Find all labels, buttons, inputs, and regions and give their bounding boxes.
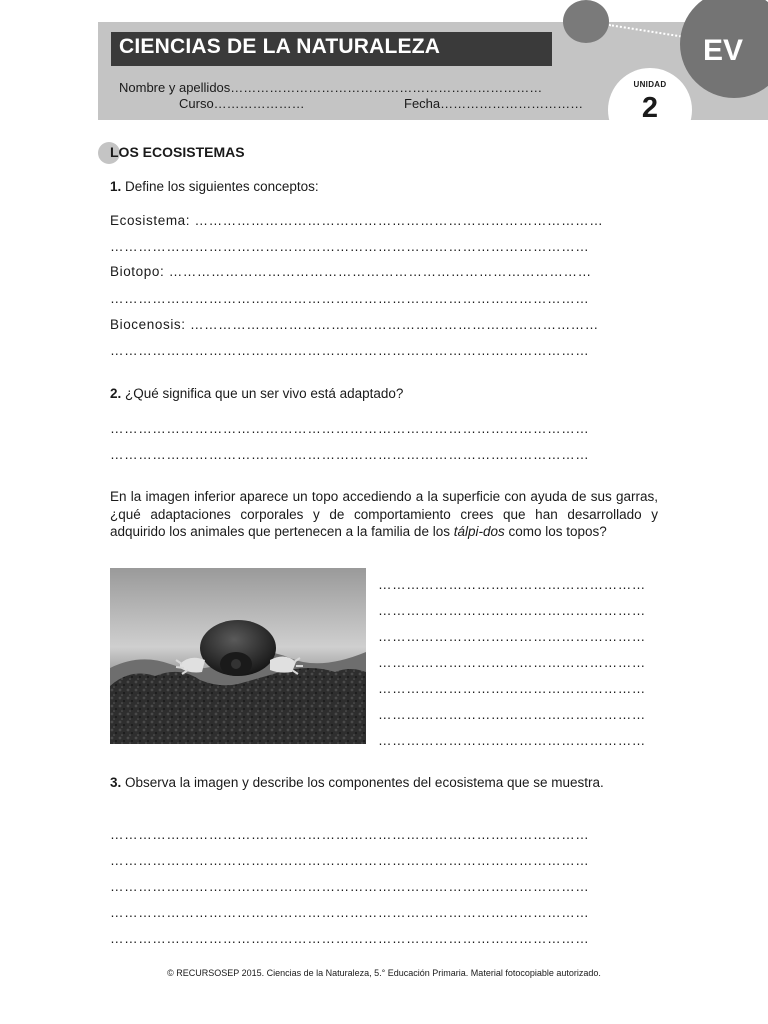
paragraph-text: En la imagen inferior aparece un topo accediendo a la superficie con ayuda de sus garras, ¿qué adaptaciones corporales y de comportamiento crees que han desarrollado y adquirido los animales que pertenecen a la familia de los <box>110 489 658 539</box>
answer-line[interactable]: ………………………………………………… <box>378 681 646 696</box>
mole-paragraph <box>110 488 658 541</box>
question-number: 2. <box>110 386 122 401</box>
ev-badge: EV <box>703 34 744 67</box>
date-field[interactable]: Fecha…………………………… <box>404 96 584 111</box>
answer-line[interactable]: ………………………………………………………………………………………… <box>110 905 590 920</box>
answer-line[interactable]: ………………………………………………………………………………………… <box>110 291 590 306</box>
paragraph-italic: tálpi-dos <box>453 524 505 539</box>
answer-line[interactable]: ………………………………………………… <box>378 603 646 618</box>
section-title: LOS ECOSISTEMAS <box>110 144 245 160</box>
decorative-circle <box>563 0 609 43</box>
answer-line[interactable]: ………………………………………………………………………………………… <box>110 447 590 462</box>
answer-line[interactable]: ………………………………………………… <box>378 577 646 592</box>
question-text: Define los siguientes conceptos: <box>121 179 319 194</box>
answer-line[interactable]: ………………………………………………………………………………………… <box>110 931 590 946</box>
unit-number: 2 <box>641 92 659 124</box>
answer-line-ecosistema[interactable]: Ecosistema: …………………………………………………………………………… <box>110 213 604 228</box>
unit-label: UNIDAD <box>633 80 667 89</box>
answer-line[interactable]: ………………………………………………………………………………………… <box>110 827 590 842</box>
mole-photo <box>110 568 366 744</box>
question-2 <box>110 385 403 403</box>
question-number: 1. <box>110 179 122 194</box>
footer-copyright: © RECURSOSEP 2015. Ciencias de la Naturaleza, 5.° Educación Primaria. Material fotocopiable autorizado. <box>167 968 601 978</box>
answer-line[interactable]: ………………………………………………………………………………………… <box>110 879 590 894</box>
answer-line[interactable]: ………………………………………………………………………………………… <box>110 853 590 868</box>
answer-line[interactable]: ………………………………………………… <box>378 629 646 644</box>
answer-line[interactable]: ………………………………………………… <box>378 707 646 722</box>
question-text: ¿Qué significa que un ser vivo está adaptado? <box>121 386 404 401</box>
question-number: 3. <box>110 775 122 790</box>
course-field[interactable]: Curso………………… <box>179 96 305 111</box>
answer-line[interactable]: ………………………………………………………………………………………… <box>110 239 590 254</box>
question-text: Observa la imagen y describe los componentes del ecosistema que se muestra. <box>121 775 604 790</box>
answer-line[interactable]: ………………………………………………… <box>378 733 646 748</box>
page-title: CIENCIAS DE LA NATURALEZA <box>119 35 441 58</box>
question-1 <box>110 178 319 196</box>
answer-line[interactable]: ………………………………………………………………………………………… <box>110 421 590 436</box>
answer-line[interactable]: ………………………………………………… <box>378 655 646 670</box>
answer-line[interactable]: ………………………………………………………………………………………… <box>110 343 590 358</box>
answer-line-biotopo[interactable]: Biotopo: ……………………………………………………………………………… <box>110 264 592 279</box>
name-field[interactable]: Nombre y apellidos……………………………………………………………… <box>119 80 543 95</box>
answer-line-biocenosis[interactable]: Biocenosis: …………………………………………………………………………… <box>110 317 599 332</box>
paragraph-text-end: como los topos? <box>504 524 607 539</box>
question-3 <box>110 774 658 792</box>
